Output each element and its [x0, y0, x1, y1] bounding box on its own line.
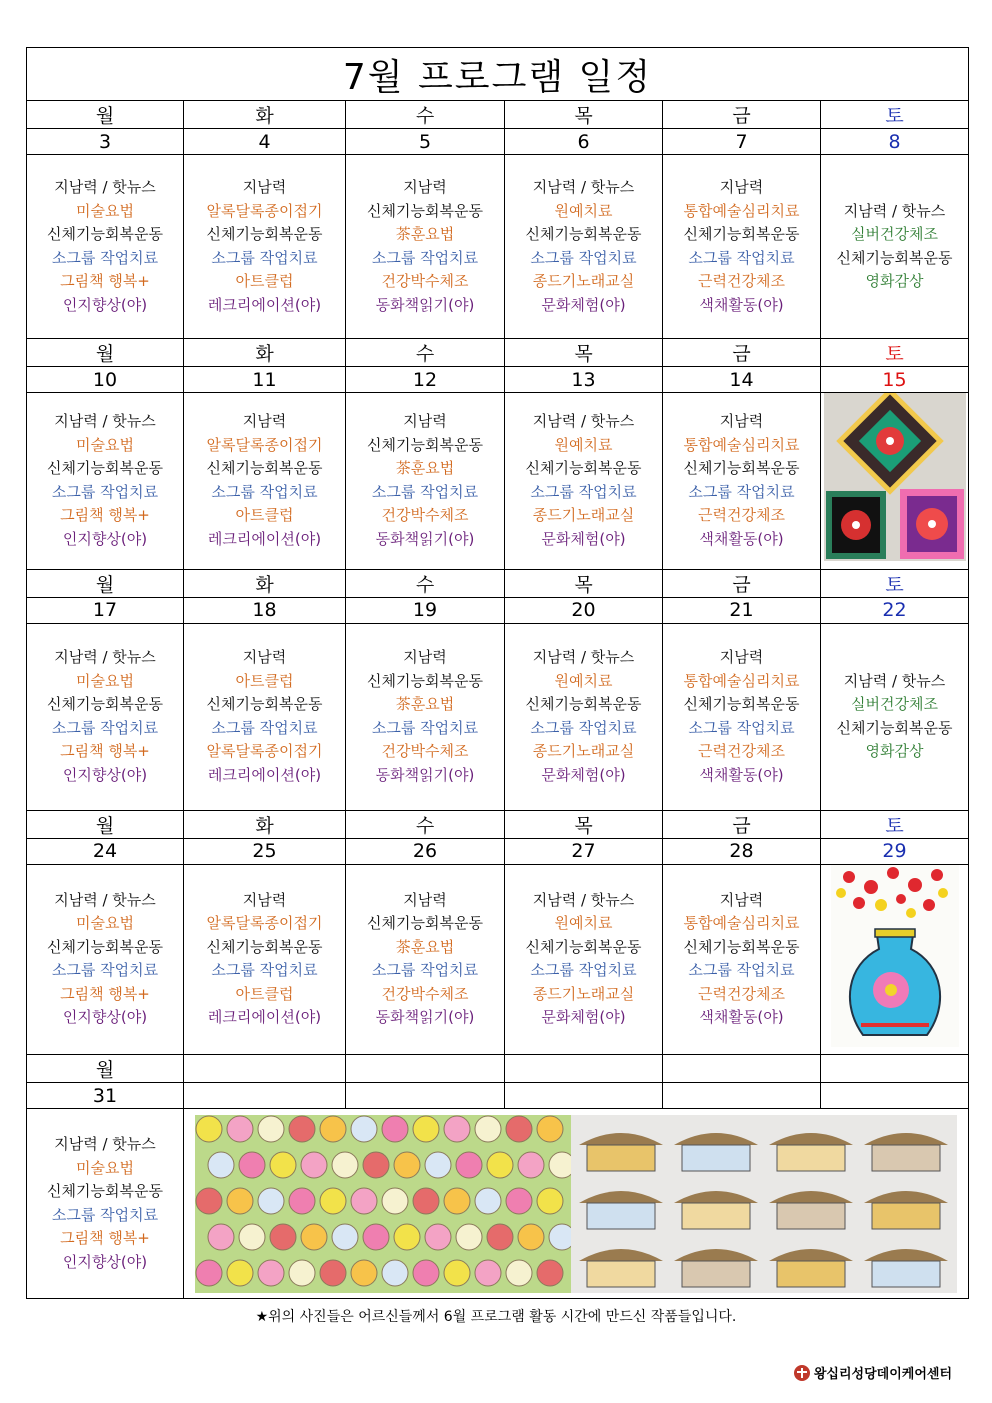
program-item: 색채활동(야) — [699, 529, 784, 548]
paper-rose — [320, 1260, 346, 1286]
date-cell: 17 — [27, 597, 184, 623]
paper-rose — [227, 1260, 253, 1286]
program-item: 종드기노래교실 — [532, 742, 635, 760]
weekday-label-saturday: 토 — [821, 101, 969, 129]
program-item: 문화체험(야) — [541, 529, 626, 548]
program-item: 신체기능회복운동 — [525, 695, 642, 713]
paper-rose — [413, 1260, 439, 1286]
paper-rose — [456, 1224, 482, 1250]
weekday-label: 화 — [184, 101, 346, 129]
paper-rose — [227, 1188, 253, 1214]
program-item: 인지향상(야) — [62, 1252, 148, 1271]
program-item: 신체기능회복운동 — [836, 718, 953, 737]
program-item: 미술요법 — [76, 1158, 134, 1177]
paper-rose — [301, 1224, 327, 1250]
weekday-label: 목 — [505, 810, 663, 838]
program-item: 통합예술심리치료 — [683, 201, 800, 220]
weekday-label: 수 — [346, 101, 505, 129]
date-cell: 28 — [663, 838, 821, 864]
program-item: 신체기능회복운동 — [683, 459, 800, 478]
weekday-row — [27, 339, 969, 367]
paper-rose — [475, 1188, 501, 1214]
program-cell — [663, 393, 821, 570]
flower-vase-drawing — [831, 865, 959, 1047]
paper-rose — [270, 1152, 296, 1178]
program-item: 건강박수체조 — [381, 742, 469, 760]
paper-rose — [239, 1152, 265, 1178]
paper-rose — [382, 1188, 408, 1214]
program-item: 지남력 / 핫뉴스 — [54, 890, 156, 909]
date-cell: 3 — [27, 129, 184, 155]
program-cell — [346, 155, 505, 339]
organization-logo — [794, 1363, 952, 1382]
program-item: 지남력 — [242, 412, 287, 431]
date-cell: 4 — [184, 129, 346, 155]
artwork-photos — [195, 1115, 957, 1293]
paper-rose — [518, 1224, 544, 1250]
weekday-row — [27, 810, 969, 838]
program-item: 레크리에이션(야) — [207, 295, 322, 314]
date-cell: 7 — [663, 129, 821, 155]
paper-rose — [413, 1116, 439, 1142]
program-item: 종드기노래교실 — [532, 272, 635, 290]
program-item: 茶훈요법 — [395, 937, 455, 956]
paper-rose — [394, 1224, 420, 1250]
paper-rose — [394, 1152, 420, 1178]
paper-rose — [289, 1116, 315, 1142]
program-cell — [27, 1109, 184, 1299]
program-item: 인지향상(야) — [62, 529, 148, 548]
date-row — [27, 367, 969, 393]
date-cell: 6 — [505, 129, 663, 155]
weekday-label: 금 — [663, 101, 821, 129]
paper-rose — [382, 1260, 408, 1286]
program-item: 신체기능회복운동 — [683, 937, 800, 956]
paper-rose — [332, 1152, 358, 1178]
paper-rose — [506, 1188, 532, 1214]
program-item: 소그룹 작업치료 — [530, 718, 637, 737]
program-item: 색채활동(야) — [699, 1008, 784, 1027]
weekday-label: 월 — [27, 1055, 184, 1083]
paper-rose — [320, 1116, 346, 1142]
program-item: 소그룹 작업치료 — [371, 961, 479, 980]
program-item: 지남력 / 핫뉴스 — [532, 178, 635, 196]
program-item: 소그룹 작업치료 — [688, 961, 795, 980]
organization-name: 왕십리성당데이케어센터 — [813, 1367, 952, 1382]
program-item: 신체기능회복운동 — [367, 671, 483, 690]
program-item: 건강박수체조 — [381, 984, 469, 1003]
program-item: 茶훈요법 — [395, 459, 455, 478]
program-item: 지남력 / 핫뉴스 — [54, 412, 156, 431]
program-item: 신체기능회복운동 — [525, 937, 642, 956]
program-item: 소그룹 작업치료 — [530, 961, 637, 980]
date-cell: 27 — [505, 838, 663, 864]
program-item: 茶훈요법 — [395, 225, 455, 243]
program-item: 통합예술심리치료 — [683, 435, 800, 454]
paper-rose — [487, 1152, 513, 1178]
program-item: 아트클럽 — [235, 506, 294, 525]
program-cell — [184, 864, 346, 1055]
program-cell — [663, 864, 821, 1055]
program-item: 그림책 행복+ — [60, 272, 150, 290]
program-cell — [505, 623, 663, 810]
date-row — [27, 597, 969, 623]
program-item: 신체기능회복운동 — [525, 225, 642, 243]
paper-rose — [425, 1224, 451, 1250]
program-cell — [821, 623, 969, 810]
program-item: 소그룹 작업치료 — [530, 248, 637, 267]
origami-flowers-photo — [824, 393, 966, 561]
date-cell: 31 — [27, 1083, 184, 1109]
program-item: 아트클럽 — [235, 984, 294, 1003]
program-item: 문화체험(야) — [541, 1008, 626, 1027]
program-item: 신체기능회복운동 — [206, 225, 323, 243]
program-item: 지남력 — [719, 178, 764, 196]
program-item: 인지향상(야) — [62, 295, 148, 314]
origami-photo-cell — [821, 393, 969, 570]
date-cell: 20 — [505, 597, 663, 623]
paper-rose — [351, 1116, 377, 1142]
weekday-row — [27, 101, 969, 129]
program-cell — [27, 393, 184, 570]
program-item: 미술요법 — [76, 671, 134, 690]
paper-rose — [258, 1260, 284, 1286]
program-row — [27, 155, 969, 339]
program-item: 그림책 행복+ — [60, 742, 150, 760]
paper-rose — [258, 1116, 284, 1142]
paper-rose — [196, 1188, 222, 1214]
program-item: 지남력 / 핫뉴스 — [843, 671, 946, 690]
program-item: 소그룹 작업치료 — [688, 248, 795, 267]
program-item: 근력건강체조 — [698, 272, 785, 290]
date-cell: 26 — [346, 838, 505, 864]
weekday-label: 수 — [346, 569, 505, 597]
program-item: 건강박수체조 — [381, 272, 469, 290]
program-row — [27, 623, 969, 810]
program-row — [27, 393, 969, 570]
date-cell: 11 — [184, 367, 346, 393]
weekday-label: 목 — [505, 339, 663, 367]
paper-rose — [301, 1152, 327, 1178]
paper-rose — [227, 1116, 253, 1142]
paper-rose — [537, 1116, 563, 1142]
program-item: 실버건강체조 — [851, 695, 938, 713]
weekday-label: 화 — [184, 569, 346, 597]
program-item: 소그룹 작업치료 — [211, 718, 318, 737]
cross-icon — [794, 1365, 810, 1381]
program-item: 미술요법 — [76, 201, 134, 220]
date-cell: 25 — [184, 838, 346, 864]
paper-rose — [258, 1188, 284, 1214]
program-item: 소그룹 작업치료 — [51, 248, 159, 267]
program-item: 신체기능회복운동 — [206, 937, 323, 956]
paper-rose — [239, 1224, 265, 1250]
program-item: 알록달록종이접기 — [206, 201, 323, 220]
date-row — [27, 838, 969, 864]
program-item: 소그룹 작업치료 — [371, 718, 479, 737]
paper-rose — [363, 1152, 389, 1178]
paper-rose — [444, 1260, 470, 1286]
footnote: ★위의 사진들은 어르신들께서 6월 프로그램 활동 시간에 만드신 작품들입니다. — [255, 1309, 737, 1325]
weekday-label: 수 — [346, 339, 505, 367]
date-cell: 21 — [663, 597, 821, 623]
date-cell-saturday: 15 — [821, 367, 969, 393]
program-item: 실버건강체조 — [851, 225, 938, 243]
weekday-label: 화 — [184, 810, 346, 838]
date-cell: 12 — [346, 367, 505, 393]
program-item: 지남력 / 핫뉴스 — [532, 648, 635, 666]
weekday-row — [27, 1055, 969, 1083]
program-item: 지남력 / 핫뉴스 — [54, 178, 156, 196]
program-item: 영화감상 — [865, 272, 924, 290]
paper-rose — [363, 1224, 389, 1250]
paper-rose — [320, 1188, 346, 1214]
program-item: 지남력 — [403, 412, 447, 431]
program-item: 미술요법 — [76, 914, 134, 933]
program-item: 신체기능회복운동 — [525, 459, 642, 478]
program-item: 소그룹 작업치료 — [530, 482, 637, 501]
program-item: 소그룹 작업치료 — [51, 961, 159, 980]
program-item: 영화감상 — [865, 742, 924, 760]
program-item: 신체기능회복운동 — [47, 225, 163, 243]
program-item: 茶훈요법 — [395, 695, 455, 713]
program-cell — [346, 623, 505, 810]
program-item: 지남력 / 핫뉴스 — [54, 648, 156, 666]
program-item: 소그룹 작업치료 — [371, 482, 479, 501]
program-item: 동화책읽기(야) — [375, 295, 475, 314]
program-item: 인지향상(야) — [62, 1008, 148, 1027]
date-cell: 13 — [505, 367, 663, 393]
program-item: 신체기능회복운동 — [206, 459, 323, 478]
program-cell — [346, 393, 505, 570]
program-item: 동화책읽기(야) — [375, 765, 475, 784]
paper-rose — [289, 1260, 315, 1286]
program-item: 그림책 행복+ — [60, 506, 150, 525]
program-item: 지남력 — [719, 890, 764, 909]
weekday-label: 금 — [663, 339, 821, 367]
program-item: 소그룹 작업치료 — [211, 248, 318, 267]
date-row — [27, 1083, 969, 1109]
program-item: 지남력 / 핫뉴스 — [843, 201, 946, 220]
page-title: 7월 프로그램 일정 — [27, 48, 969, 101]
paper-rose — [196, 1260, 222, 1286]
weekday-label: 화 — [184, 339, 346, 367]
weekday-label: 월 — [27, 569, 184, 597]
program-item: 아트클럽 — [235, 272, 294, 290]
program-item: 종드기노래교실 — [532, 984, 635, 1003]
program-item: 문화체험(야) — [541, 295, 626, 314]
vase-photo-cell — [821, 864, 969, 1055]
program-item: 근력건강체조 — [698, 742, 785, 760]
program-item: 신체기능회복운동 — [836, 248, 953, 267]
weekday-label: 월 — [27, 101, 184, 129]
paper-rose — [506, 1260, 532, 1286]
paper-rose — [289, 1188, 315, 1214]
program-item: 지남력 — [403, 890, 447, 909]
program-item: 지남력 — [242, 890, 287, 909]
program-item: 원예치료 — [554, 671, 613, 690]
program-cell — [505, 393, 663, 570]
paper-rose — [456, 1152, 482, 1178]
date-cell-saturday: 8 — [821, 129, 969, 155]
artwork-photo-cell — [184, 1109, 969, 1299]
program-item: 그림책 행복+ — [60, 1229, 150, 1247]
program-item: 지남력 — [719, 648, 764, 666]
paper-rose — [506, 1116, 532, 1142]
program-item: 통합예술심리치료 — [683, 671, 800, 690]
paper-rose — [208, 1152, 234, 1178]
paper-rose — [413, 1188, 439, 1214]
program-item: 원예치료 — [554, 914, 613, 933]
program-item: 그림책 행복+ — [60, 984, 150, 1003]
program-cell — [821, 155, 969, 339]
program-cell — [663, 155, 821, 339]
program-item: 신체기능회복운동 — [367, 914, 483, 933]
program-cell — [505, 155, 663, 339]
program-cell — [27, 623, 184, 810]
program-item: 신체기능회복운동 — [47, 695, 163, 713]
program-item: 건강박수체조 — [381, 506, 469, 525]
program-row — [27, 1109, 969, 1299]
date-row — [27, 129, 969, 155]
paper-rose — [270, 1224, 296, 1250]
program-item: 소그룹 작업치료 — [371, 248, 479, 267]
program-item: 알록달록종이접기 — [206, 435, 323, 454]
program-item: 알록달록종이접기 — [206, 914, 323, 933]
weekday-label: 월 — [27, 339, 184, 367]
paper-rose — [518, 1152, 544, 1178]
program-item: 문화체험(야) — [541, 765, 626, 784]
program-item: 지남력 / 핫뉴스 — [532, 412, 635, 431]
program-item: 소그룹 작업치료 — [51, 1205, 159, 1224]
program-item: 동화책읽기(야) — [375, 1008, 475, 1027]
program-item: 소그룹 작업치료 — [51, 482, 159, 501]
date-cell-saturday: 29 — [821, 838, 969, 864]
program-item: 인지향상(야) — [62, 765, 148, 784]
program-item: 신체기능회복운동 — [367, 435, 483, 454]
program-item: 레크리에이션(야) — [207, 765, 322, 784]
program-item: 신체기능회복운동 — [683, 225, 800, 243]
program-cell — [184, 623, 346, 810]
date-cell: 14 — [663, 367, 821, 393]
program-item: 근력건강체조 — [698, 506, 785, 525]
paper-rose — [537, 1188, 563, 1214]
program-item: 소그룹 작업치료 — [688, 482, 795, 501]
program-item: 소그룹 작업치료 — [211, 482, 318, 501]
program-item: 신체기능회복운동 — [683, 695, 800, 713]
program-item: 미술요법 — [76, 435, 134, 454]
paper-rose — [382, 1116, 408, 1142]
weekday-label: 수 — [346, 810, 505, 838]
paper-rose — [332, 1224, 358, 1250]
program-item: 동화책읽기(야) — [375, 529, 475, 548]
weekday-label: 목 — [505, 569, 663, 597]
paper-rose — [196, 1116, 222, 1142]
program-item: 근력건강체조 — [698, 984, 785, 1003]
paper-rose — [475, 1260, 501, 1286]
weekday-label: 금 — [663, 569, 821, 597]
paper-rose — [425, 1152, 451, 1178]
weekday-label: 목 — [505, 101, 663, 129]
date-cell-saturday: 22 — [821, 597, 969, 623]
program-item: 아트클럽 — [235, 671, 294, 690]
program-item: 신체기능회복운동 — [47, 1182, 163, 1200]
program-row — [27, 864, 969, 1055]
paper-rose — [487, 1224, 513, 1250]
program-item: 지남력 / 핫뉴스 — [532, 890, 635, 909]
program-item: 소그룹 작업치료 — [688, 718, 795, 737]
program-cell — [663, 623, 821, 810]
date-cell: 10 — [27, 367, 184, 393]
program-cell — [27, 155, 184, 339]
program-item: 레크리에이션(야) — [207, 529, 322, 548]
date-cell: 19 — [346, 597, 505, 623]
date-cell: 18 — [184, 597, 346, 623]
program-item: 소그룹 작업치료 — [211, 961, 318, 980]
program-item: 지남력 — [242, 178, 287, 196]
program-item: 신체기능회복운동 — [47, 937, 163, 956]
program-item: 지남력 — [242, 648, 287, 666]
program-item: 종드기노래교실 — [532, 506, 635, 525]
program-item: 소그룹 작업치료 — [51, 718, 159, 737]
paper-rose — [351, 1260, 377, 1286]
program-item: 지남력 — [403, 648, 447, 666]
weekday-label: 월 — [27, 810, 184, 838]
date-cell: 24 — [27, 838, 184, 864]
weekday-label-saturday: 토 — [821, 569, 969, 597]
weekday-row — [27, 569, 969, 597]
paper-rose — [351, 1188, 377, 1214]
program-item: 원예치료 — [554, 201, 613, 220]
program-item: 신체기능회복운동 — [47, 459, 163, 478]
program-item: 레크리에이션(야) — [207, 1008, 322, 1027]
program-item: 색채활동(야) — [699, 295, 784, 314]
program-item: 원예치료 — [554, 435, 613, 454]
program-item: 지남력 — [719, 412, 764, 431]
paper-rose — [537, 1260, 563, 1286]
program-item: 색채활동(야) — [699, 765, 784, 784]
weekday-label-saturday: 토 — [821, 810, 969, 838]
date-cell: 5 — [346, 129, 505, 155]
weekday-label-saturday: 토 — [821, 339, 969, 367]
schedule-table — [26, 47, 969, 1299]
weekday-label: 금 — [663, 810, 821, 838]
paper-rose — [444, 1188, 470, 1214]
program-item: 신체기능회복운동 — [206, 695, 323, 713]
program-item: 신체기능회복운동 — [367, 201, 483, 220]
program-item: 지남력 — [403, 178, 447, 196]
paper-rose — [208, 1224, 234, 1250]
program-cell — [346, 864, 505, 1055]
program-cell — [27, 864, 184, 1055]
program-item: 지남력 / 핫뉴스 — [54, 1135, 156, 1153]
paper-rose — [444, 1116, 470, 1142]
program-item: 알록달록종이접기 — [206, 742, 323, 760]
program-cell — [184, 155, 346, 339]
program-cell — [505, 864, 663, 1055]
paper-rose — [475, 1116, 501, 1142]
program-item: 통합예술심리치료 — [683, 914, 800, 933]
program-cell — [184, 393, 346, 570]
